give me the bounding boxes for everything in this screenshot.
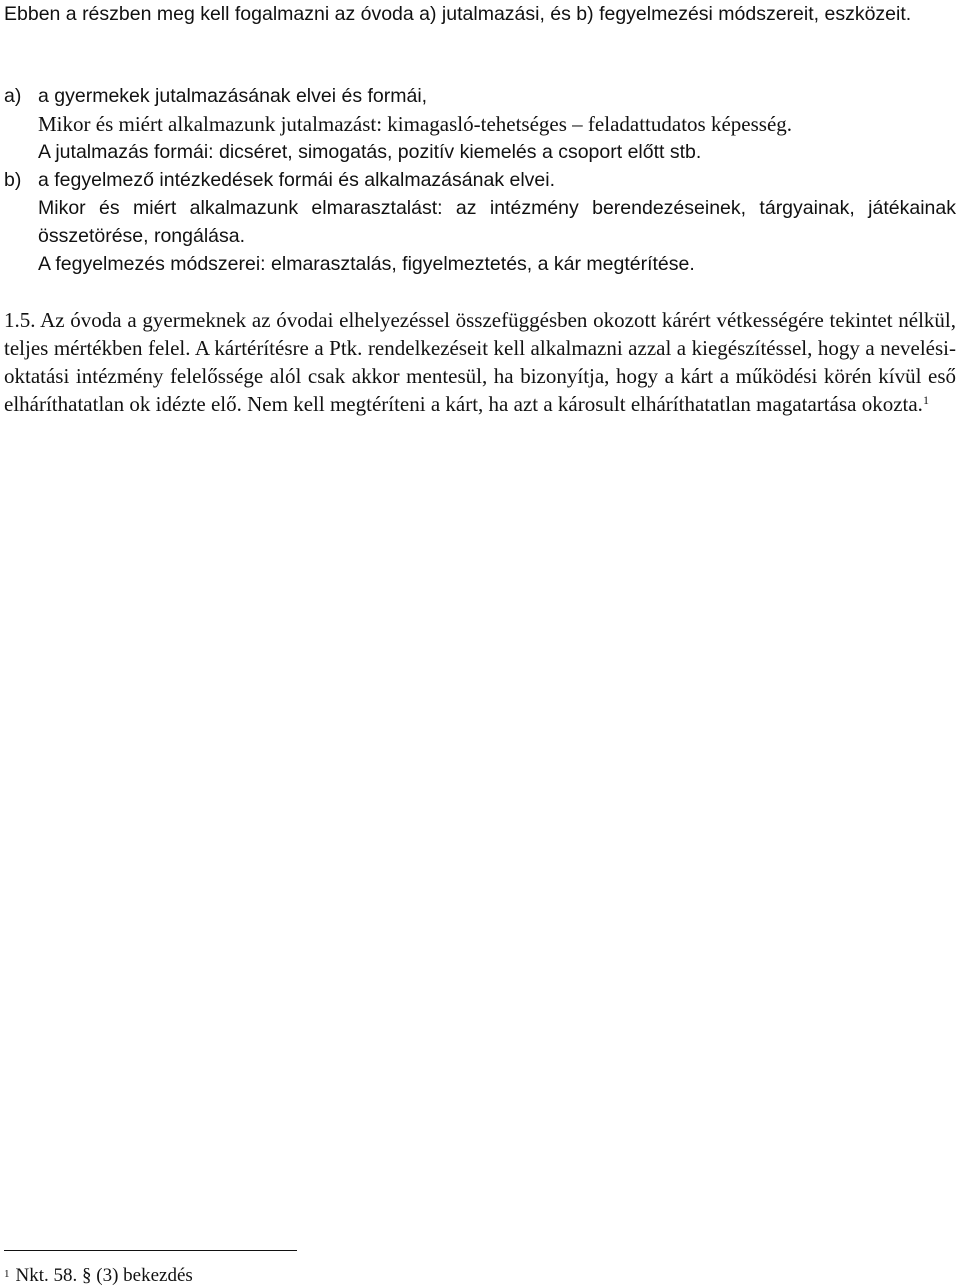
footnote	[4, 1264, 193, 1288]
list-item-a-forms: A jutalmazás formái: dicséret, simogatás, pozitív kiemelés a csoport előtt stb.	[38, 141, 702, 163]
section-1-5-paragraph	[4, 306, 956, 418]
list-item-b-when: Mikor és miért alkalmazunk elmarasztalást: az intézmény berendezéseinek, tárgyainak, játékainak összetörése, rongálása.	[38, 197, 956, 247]
list-item-b-heading-text: a fegyelmező intézkedések formái és alkalmazásának elvei.	[38, 169, 556, 191]
footnote-reference[interactable]: 1	[922, 393, 929, 407]
section-number: 1.5.	[4, 308, 36, 332]
intro-paragraph: Ebben a részben meg kell fogalmazni az óvoda a) jutalmazási, és b) fegyelmezési módszereit, eszközeit.	[4, 3, 912, 25]
list-item-b-heading	[4, 166, 956, 194]
list-marker-b: b)	[4, 169, 22, 191]
list-marker-a: a)	[4, 85, 22, 107]
list-item-a	[4, 82, 956, 278]
section-text: Az óvoda a gyermeknek az óvodai elhelyezéssel összefüggésben okozott kárért vétkességére tekintet nélkül, teljes mértékben felel. A kártérítésre a Ptk. rendelkezéseit kell alkalmazni azzal a kiegészítéssel, hogy a nevelési-oktatási intézmény felelőssége alól csak akkor mentesül, ha bizonyítja, hogy a kárt a működési körén kívül eső elháríthatatlan ok idézte elő. Nem kell megtéríteni a kárt, ha azt a károsult elháríthatatlan magatartása okozta.	[4, 308, 957, 416]
footnote-mark: 1	[4, 1268, 10, 1280]
list-item-a-when: Mikor és miért alkalmazunk jutalmazást: kimagasló-tehetséges – feladattudatos képesség.	[38, 112, 793, 136]
list-item-a-heading-text: a gyermekek jutalmazásának elvei és formái,	[38, 85, 428, 107]
footnote-text: Nkt. 58. § (3) bekezdés	[15, 1265, 193, 1286]
footnote-separator	[4, 1250, 297, 1251]
list-item-a-heading	[4, 82, 956, 110]
list-item-b-methods: A fegyelmezés módszerei: elmarasztalás, figyelmeztetés, a kár megtérítése.	[38, 253, 695, 275]
